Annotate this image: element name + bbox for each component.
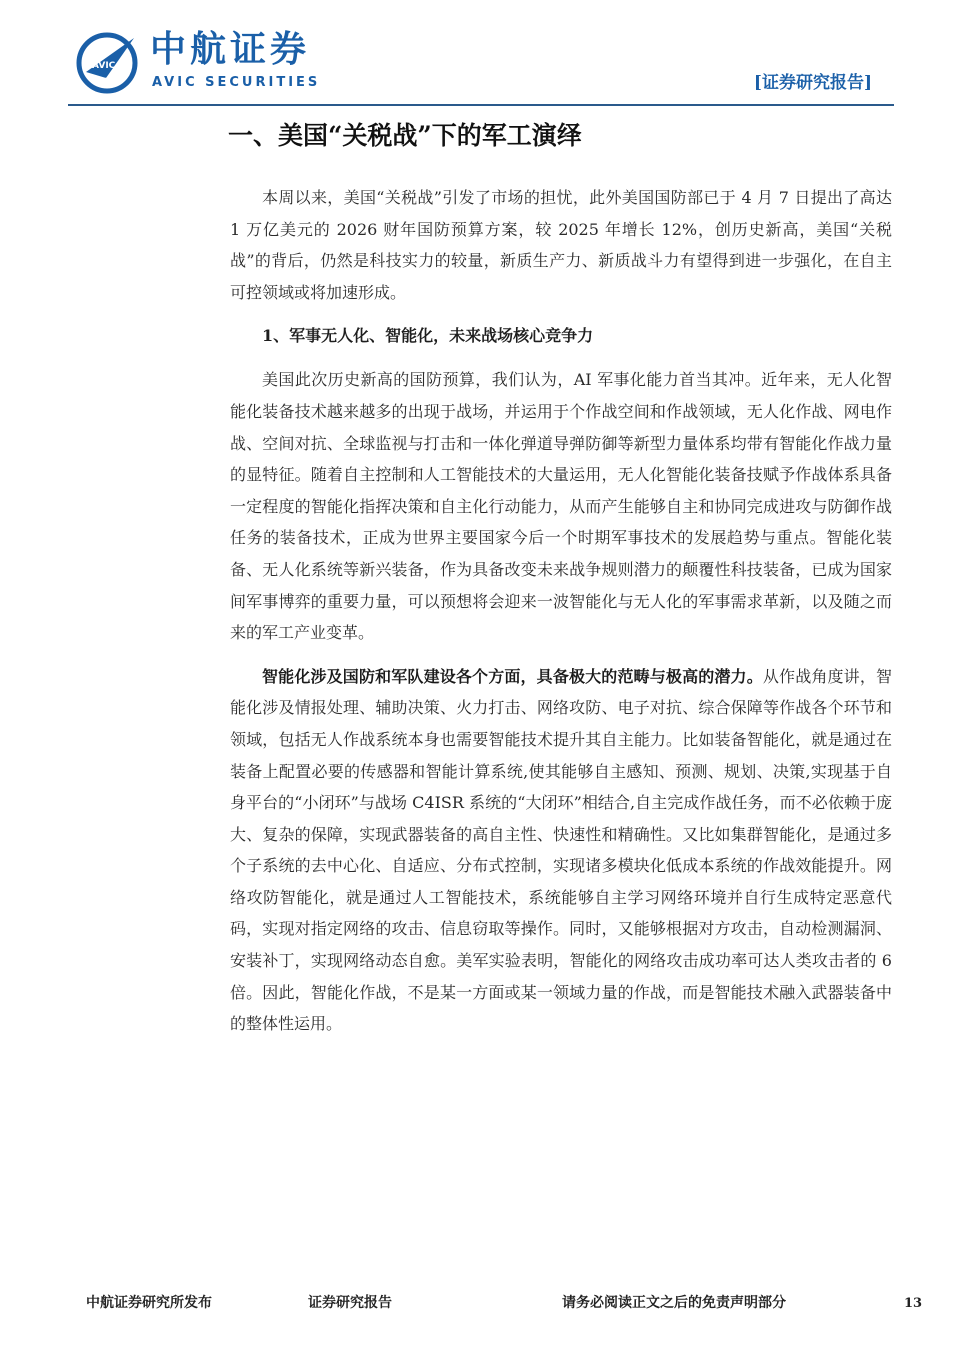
body-paragraph-2 [230,661,892,1040]
page-number: 13 [904,1296,923,1311]
body-paragraph-1: 美国此次历史新高的国防预算，我们认为，AI 军事化能力首当其冲。近年来，无人化智能化装备技术越来越多的出现于战场，并运用于个作战空间和作战领域，无人化作战、网电作战、空间对抗、全球监视与打击和一体化弹道导弹防御等新型力量体系均带有智能化作战力量的显特征。随着自主控制和人工智能技术的大量运用，无人化智能化装备技赋予作战体系具备一定程度的智能化指挥决策和自主化行动能力，从而产生能够自主和协同完成进攻与防御作战任务的装备技术，正成为世界主要国家今后一个时期军事技术的发展趋势与重点。智能化装备、无人化系统等新兴装备，作为具备改变未来战争规则潜力的颠覆性科技装备，已成为国家间军事博弈的重要力量，可以预想将会迎来一波智能化与无人化的军事需求革新，以及随之而来的军工产业变革。 [230,370,892,643]
main-content [230,116,892,1044]
svg-text:AVIC: AVIC [92,61,116,71]
body-paragraph-2-lead: 智能化涉及国防和军队建设各个方面，具备极大的范畴与极高的潜力。 [262,666,763,686]
page-footer [0,1288,960,1318]
subsection-title: 1、军事无人化、智能化，未来战场核心竞争力 [262,326,594,346]
footer-report-label: 证券研究报告 [308,1295,392,1311]
body-paragraph-2-text: 从作战角度讲，智能化涉及情报处理、辅助决策、火力打击、网络攻防、电子对抗、综合保障等作战各个环节和领域，包括无人作战系统本身也需要智能技术提升其自主能力。比如装备智能化，就是通过在装备上配置必要的传感器和智能计算系统,使其能够自主感知、预测、规划、决策,实现基于自身平台的“小闭环”与战场 C4ISR 系统的“大闭环”相结合,自主完成作战任务，而不必依赖于庞大、复杂的保障，实现武器装备的高自主性、快速性和精确性。又比如集群智能化，是通过多个子系统的去中心化、自适应、分布式控制，实现诸多模块化低成本系统的作战效能提升。网络攻防智能化，就是通过人工智能技术，系统能够自主学习网络环境并自行生成特定恶意代码，实现对指定网络的攻击、信息窃取等操作。同时，又能够根据对方攻击，自动检测漏洞、安装补丁，实现网络动态自愈。美军实验表明，智能化的网络攻击成功率可达人类攻击者的 6 倍。因此，智能化作战，不是某一方面或某一领域力量的作战，而是智能技术融入武器装备中的整体性运用。 [230,666,892,1034]
page-header [0,0,960,108]
brand-name-en: AVIC SECURITIES [152,75,321,90]
brand-name-cn: 中航证券 [150,29,311,70]
footer-publisher: 中航证券研究所发布 [86,1295,212,1311]
avic-logo-icon [76,32,138,94]
report-type-label: [证券研究报告] [753,73,872,93]
section-title: 一、美国“关税战”下的军工演绎 [228,121,582,150]
header-divider [68,104,894,106]
footer-disclaimer: 请务必阅读正文之后的免责声明部分 [562,1295,786,1311]
intro-paragraph: 本周以来，美国“关税战”引发了市场的担忧，此外美国国防部已于 4 月 7 日提出了高达 1 万亿美元的 2026 财年国防预算方案，较 2025 年增长 12%，创历史新高，美国“关税战”的背后，仍然是科技实力的较量，新质生产力、新质战斗力有望得到进一步强化，在自主可控领域或将加速形成。 [230,188,892,302]
